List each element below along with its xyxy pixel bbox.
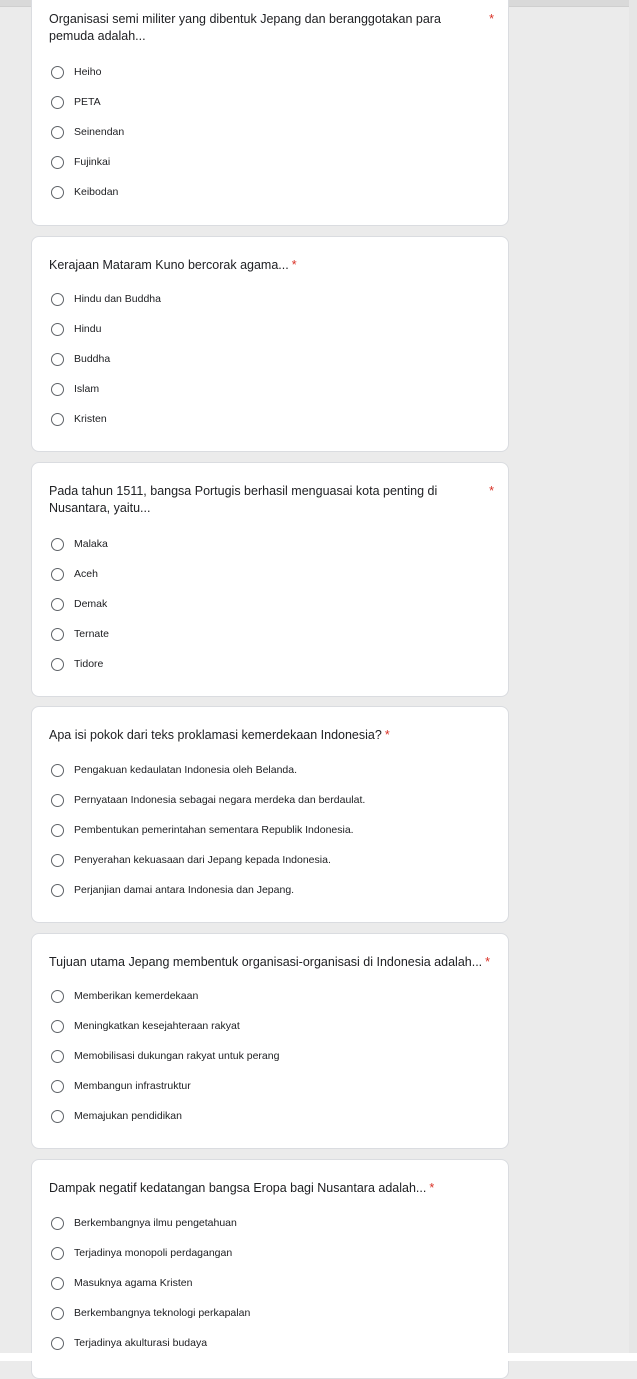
option-label: Keibodan [74, 186, 119, 198]
question-title [49, 257, 494, 274]
question-text: Tujuan utama Jepang membentuk organisasi-organisasi di Indonesia adalah... [49, 955, 483, 969]
radio-button[interactable] [51, 1050, 64, 1063]
required-asterisk: * [291, 258, 297, 272]
radio-option[interactable] [51, 1101, 498, 1131]
radio-button[interactable] [51, 66, 64, 79]
option-label: Pernyataan Indonesia sebagai negara merdeka dan berdaulat. [74, 794, 366, 806]
question-text: Apa isi pokok dari teks proklamasi kemerdekaan Indonesia? [49, 728, 382, 742]
radio-option[interactable] [51, 344, 498, 374]
radio-option[interactable] [51, 755, 498, 785]
required-asterisk: * [489, 12, 494, 26]
page-gutter [629, 0, 637, 1361]
radio-option[interactable] [51, 1041, 498, 1071]
viewport-bottom-edge [0, 1353, 637, 1361]
radio-group [51, 529, 498, 679]
option-label: Seinendan [74, 126, 125, 138]
radio-option[interactable] [51, 559, 498, 589]
radio-button[interactable] [51, 824, 64, 837]
radio-button[interactable] [51, 323, 64, 336]
radio-group [51, 755, 498, 905]
radio-option[interactable] [51, 649, 498, 679]
radio-group [51, 981, 498, 1131]
option-label: Meningkatkan kesejahteraan rakyat [74, 1020, 240, 1032]
radio-option[interactable] [51, 87, 498, 117]
option-label: Tidore [74, 658, 104, 670]
radio-option[interactable] [51, 404, 498, 434]
question-card-5 [31, 933, 509, 1149]
question-text: Dampak negatif kedatangan bangsa Eropa bagi Nusantara adalah... [49, 1181, 427, 1195]
radio-option[interactable] [51, 1298, 498, 1328]
question-title [49, 11, 494, 45]
radio-button[interactable] [51, 413, 64, 426]
option-label: Malaka [74, 538, 108, 550]
option-label: Masuknya agama Kristen [74, 1277, 193, 1289]
radio-button[interactable] [51, 353, 64, 366]
radio-option[interactable] [51, 177, 498, 207]
option-label: Buddha [74, 353, 111, 365]
radio-button[interactable] [51, 598, 64, 611]
option-label: Ternate [74, 628, 110, 640]
question-text: Kerajaan Mataram Kuno bercorak agama... [49, 258, 289, 272]
question-text: Organisasi semi militer yang dibentuk Jepang dan beranggotakan para pemuda adalah... [49, 12, 441, 43]
question-title [49, 1180, 494, 1197]
radio-button[interactable] [51, 1080, 64, 1093]
radio-option[interactable] [51, 619, 498, 649]
radio-button[interactable] [51, 658, 64, 671]
radio-option[interactable] [51, 815, 498, 845]
option-label: Fujinkai [74, 156, 111, 168]
radio-option[interactable] [51, 284, 498, 314]
radio-option[interactable] [51, 529, 498, 559]
option-label: Memberikan kemerdekaan [74, 990, 199, 1002]
radio-option[interactable] [51, 1238, 498, 1268]
radio-button[interactable] [51, 628, 64, 641]
required-asterisk: * [384, 728, 390, 742]
option-label: Perjanjian damai antara Indonesia dan Jepang. [74, 884, 295, 896]
radio-button[interactable] [51, 1020, 64, 1033]
radio-button[interactable] [51, 884, 64, 897]
radio-button[interactable] [51, 126, 64, 139]
radio-button[interactable] [51, 794, 64, 807]
radio-group [51, 57, 498, 207]
option-label: Penyerahan kekuasaan dari Jepang kepada Indonesia. [74, 854, 331, 866]
required-asterisk: * [429, 1181, 435, 1195]
option-label: Demak [74, 598, 108, 610]
radio-option[interactable] [51, 117, 498, 147]
radio-option[interactable] [51, 57, 498, 87]
required-asterisk: * [485, 955, 491, 969]
radio-option[interactable] [51, 785, 498, 815]
radio-group [51, 1208, 498, 1358]
radio-button[interactable] [51, 186, 64, 199]
question-card-2 [31, 236, 509, 452]
radio-option[interactable] [51, 875, 498, 905]
radio-option[interactable] [51, 1071, 498, 1101]
question-card-6 [31, 1159, 509, 1379]
radio-button[interactable] [51, 1247, 64, 1260]
radio-option[interactable] [51, 147, 498, 177]
radio-option[interactable] [51, 981, 498, 1011]
radio-option[interactable] [51, 845, 498, 875]
option-label: Kristen [74, 413, 107, 425]
option-label: Heiho [74, 66, 102, 78]
option-label: Berkembangnya teknologi perkapalan [74, 1307, 251, 1319]
option-label: Pembentukan pemerintahan sementara Republik Indonesia. [74, 824, 354, 836]
radio-option[interactable] [51, 1011, 498, 1041]
radio-button[interactable] [51, 1277, 64, 1290]
radio-button[interactable] [51, 156, 64, 169]
option-label: Aceh [74, 568, 98, 580]
question-card-1 [31, 0, 509, 226]
radio-option[interactable] [51, 1208, 498, 1238]
radio-option[interactable] [51, 589, 498, 619]
radio-button[interactable] [51, 383, 64, 396]
radio-button[interactable] [51, 568, 64, 581]
radio-group [51, 284, 498, 434]
radio-option[interactable] [51, 1268, 498, 1298]
question-text: Pada tahun 1511, bangsa Portugis berhasil menguasai kota penting di Nusantara, yaitu... [49, 484, 438, 515]
option-label: Memajukan pendidikan [74, 1110, 182, 1122]
option-label: Memobilisasi dukungan rakyat untuk perang [74, 1050, 280, 1062]
radio-option[interactable] [51, 314, 498, 344]
question-title [49, 727, 494, 744]
radio-button[interactable] [51, 764, 64, 777]
question-card-4 [31, 706, 509, 923]
radio-option[interactable] [51, 374, 498, 404]
question-title [49, 954, 494, 971]
option-label: Islam [74, 383, 100, 395]
radio-button[interactable] [51, 990, 64, 1003]
option-label: Membangun infrastruktur [74, 1080, 191, 1092]
question-card-3 [31, 462, 509, 697]
required-asterisk: * [489, 484, 494, 498]
option-label: Terjadinya monopoli perdagangan [74, 1247, 233, 1259]
radio-button[interactable] [51, 854, 64, 867]
option-label: Hindu dan Buddha [74, 293, 161, 305]
radio-button[interactable] [51, 96, 64, 109]
question-title [49, 483, 494, 517]
radio-button[interactable] [51, 1217, 64, 1230]
radio-button[interactable] [51, 1110, 64, 1123]
option-label: Hindu [74, 323, 102, 335]
radio-button[interactable] [51, 1337, 64, 1350]
radio-button[interactable] [51, 293, 64, 306]
option-label: PETA [74, 96, 101, 108]
option-label: Pengakuan kedaulatan Indonesia oleh Belanda. [74, 764, 298, 776]
option-label: Berkembangnya ilmu pengetahuan [74, 1217, 237, 1229]
radio-button[interactable] [51, 538, 64, 551]
option-label: Terjadinya akulturasi budaya [74, 1337, 208, 1349]
radio-button[interactable] [51, 1307, 64, 1320]
